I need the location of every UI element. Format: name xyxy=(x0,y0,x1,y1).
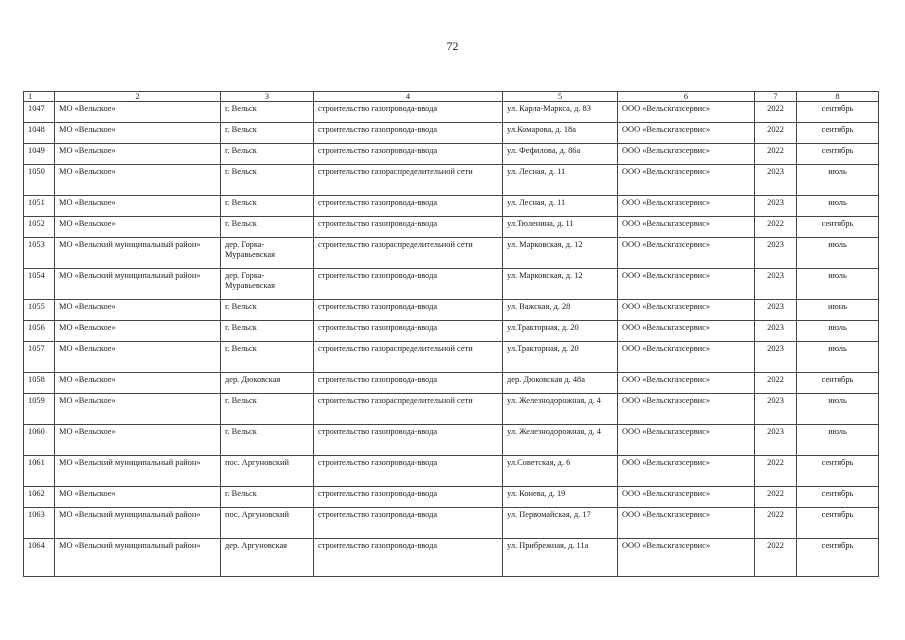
header-col-2: 2 xyxy=(55,92,221,102)
cell-month: сентябрь xyxy=(797,508,879,539)
cell-work-type: строительство газопровода-ввода xyxy=(314,102,503,123)
cell-settlement: пос. Аргуновский xyxy=(221,508,314,539)
cell-month: сентябрь xyxy=(797,456,879,487)
cell-settlement: пос. Аргуновский xyxy=(221,456,314,487)
cell-settlement: г. Вельск xyxy=(221,394,314,425)
table-row xyxy=(24,373,879,394)
cell-settlement: г. Вельск xyxy=(221,217,314,238)
cell-settlement: г. Вельск xyxy=(221,165,314,196)
cell-number: 1059 xyxy=(24,394,55,425)
cell-settlement: г. Вельск xyxy=(221,196,314,217)
cell-organization: ООО «Вельскгазсервис» xyxy=(618,238,755,269)
cell-address: ул. Железнодорожная, д. 4 xyxy=(503,425,618,456)
cell-number: 1057 xyxy=(24,342,55,373)
cell-number: 1064 xyxy=(24,539,55,577)
cell-organization: ООО «Вельскгазсервис» xyxy=(618,102,755,123)
cell-year: 2022 xyxy=(755,123,797,144)
cell-number: 1050 xyxy=(24,165,55,196)
cell-address: ул. Важская, д. 28 xyxy=(503,300,618,321)
cell-municipality: МО «Вельское» xyxy=(55,342,221,373)
table-row xyxy=(24,102,879,123)
cell-settlement: г. Вельск xyxy=(221,300,314,321)
table-row xyxy=(24,123,879,144)
cell-year: 2022 xyxy=(755,373,797,394)
cell-settlement: г. Вельск xyxy=(221,321,314,342)
cell-address: ул. Железнодорожная, д. 4 xyxy=(503,394,618,425)
cell-organization: ООО «Вельскгазсервис» xyxy=(618,539,755,577)
header-col-6: 6 xyxy=(618,92,755,102)
cell-municipality: МО «Вельское» xyxy=(55,373,221,394)
cell-work-type: строительство газопровода-ввода xyxy=(314,373,503,394)
cell-settlement: г. Вельск xyxy=(221,123,314,144)
table-row xyxy=(24,539,879,577)
cell-organization: ООО «Вельскгазсервис» xyxy=(618,144,755,165)
cell-number: 1054 xyxy=(24,269,55,300)
cell-month: июль xyxy=(797,238,879,269)
cell-work-type: строительство газопровода-ввода xyxy=(314,508,503,539)
cell-settlement: дер. Горка-Муравьевская xyxy=(221,269,314,300)
cell-number: 1048 xyxy=(24,123,55,144)
cell-address: ул. Карла-Маркса, д. 83 xyxy=(503,102,618,123)
cell-municipality: МО «Вельское» xyxy=(55,321,221,342)
cell-number: 1063 xyxy=(24,508,55,539)
cell-municipality: МО «Вельское» xyxy=(55,165,221,196)
header-col-7: 7 xyxy=(755,92,797,102)
cell-address: ул. Первомайская, д. 17 xyxy=(503,508,618,539)
cell-municipality: МО «Вельское» xyxy=(55,487,221,508)
table-row xyxy=(24,165,879,196)
cell-work-type: строительство газопровода-ввода xyxy=(314,123,503,144)
cell-month: июль xyxy=(797,321,879,342)
cell-organization: ООО «Вельскгазсервис» xyxy=(618,342,755,373)
cell-settlement: г. Вельск xyxy=(221,144,314,165)
cell-work-type: строительство газопровода-ввода xyxy=(314,425,503,456)
cell-month: сентябрь xyxy=(797,539,879,577)
cell-number: 1055 xyxy=(24,300,55,321)
cell-number: 1056 xyxy=(24,321,55,342)
cell-settlement: г. Вельск xyxy=(221,102,314,123)
cell-organization: ООО «Вельскгазсервис» xyxy=(618,508,755,539)
cell-year: 2022 xyxy=(755,144,797,165)
table-row xyxy=(24,300,879,321)
cell-month: сентябрь xyxy=(797,144,879,165)
cell-organization: ООО «Вельскгазсервис» xyxy=(618,373,755,394)
cell-month: июль xyxy=(797,342,879,373)
cell-address: ул. Лесная, д. 11 xyxy=(503,196,618,217)
cell-year: 2023 xyxy=(755,425,797,456)
table-row xyxy=(24,487,879,508)
cell-organization: ООО «Вельскгазсервис» xyxy=(618,487,755,508)
table-row xyxy=(24,269,879,300)
table-row xyxy=(24,342,879,373)
header-col-4: 4 xyxy=(314,92,503,102)
table-row xyxy=(24,321,879,342)
cell-work-type: строительство газопровода-ввода xyxy=(314,269,503,300)
header-col-3: 3 xyxy=(221,92,314,102)
cell-number: 1062 xyxy=(24,487,55,508)
cell-month: сентябрь xyxy=(797,217,879,238)
cell-municipality: МО «Вельское» xyxy=(55,425,221,456)
cell-year: 2023 xyxy=(755,165,797,196)
cell-organization: ООО «Вельскгазсервис» xyxy=(618,165,755,196)
cell-year: 2023 xyxy=(755,342,797,373)
cell-work-type: строительство газопровода-ввода xyxy=(314,196,503,217)
header-row xyxy=(24,92,879,102)
cell-organization: ООО «Вельскгазсервис» xyxy=(618,217,755,238)
cell-settlement: г. Вельск xyxy=(221,342,314,373)
cell-address: ул.Тракторная, д. 20 xyxy=(503,321,618,342)
document-table xyxy=(23,91,879,577)
table-body xyxy=(24,102,879,577)
cell-organization: ООО «Вельскгазсервис» xyxy=(618,300,755,321)
cell-address: ул.Тюленина, д. 11 xyxy=(503,217,618,238)
cell-year: 2022 xyxy=(755,456,797,487)
cell-municipality: МО «Вельский муниципальный район» xyxy=(55,456,221,487)
cell-municipality: МО «Вельский муниципальный район» xyxy=(55,508,221,539)
cell-settlement: дер. Горка-Муравьевская xyxy=(221,238,314,269)
cell-work-type: строительство газопровода-ввода xyxy=(314,487,503,508)
page-number: 72 xyxy=(446,39,459,53)
cell-number: 1060 xyxy=(24,425,55,456)
table-row xyxy=(24,508,879,539)
cell-municipality: МО «Вельское» xyxy=(55,123,221,144)
cell-settlement: г. Вельск xyxy=(221,487,314,508)
cell-year: 2023 xyxy=(755,196,797,217)
cell-municipality: МО «Вельский муниципальный район» xyxy=(55,269,221,300)
cell-year: 2022 xyxy=(755,102,797,123)
cell-month: июль xyxy=(797,165,879,196)
cell-number: 1052 xyxy=(24,217,55,238)
header-col-8: 8 xyxy=(797,92,879,102)
cell-month: сентябрь xyxy=(797,373,879,394)
cell-settlement: г. Вельск xyxy=(221,425,314,456)
cell-year: 2022 xyxy=(755,487,797,508)
cell-number: 1053 xyxy=(24,238,55,269)
cell-address: ул.Советская, д. 6 xyxy=(503,456,618,487)
cell-address: ул. Конева, д. 19 xyxy=(503,487,618,508)
cell-work-type: строительство газопровода-ввода xyxy=(314,456,503,487)
cell-work-type: строительство газопровода-ввода xyxy=(314,321,503,342)
table-row xyxy=(24,196,879,217)
cell-address: дер. Дюковская д. 48а xyxy=(503,373,618,394)
cell-month: сентябрь xyxy=(797,487,879,508)
table-row xyxy=(24,456,879,487)
table-row xyxy=(24,238,879,269)
table-row xyxy=(24,144,879,165)
cell-work-type: строительство газопровода-ввода xyxy=(314,300,503,321)
cell-municipality: МО «Вельское» xyxy=(55,102,221,123)
cell-work-type: строительство газораспределительной сети xyxy=(314,342,503,373)
cell-address: ул.Комарова, д. 18а xyxy=(503,123,618,144)
cell-settlement: дер. Дюковская xyxy=(221,373,314,394)
cell-address: ул.Тракторная, д. 20 xyxy=(503,342,618,373)
table-row xyxy=(24,394,879,425)
table-row xyxy=(24,217,879,238)
cell-year: 2023 xyxy=(755,238,797,269)
cell-year: 2022 xyxy=(755,508,797,539)
cell-year: 2022 xyxy=(755,217,797,238)
cell-year: 2023 xyxy=(755,300,797,321)
cell-settlement: дер. Аргуновская xyxy=(221,539,314,577)
cell-year: 2023 xyxy=(755,394,797,425)
cell-number: 1047 xyxy=(24,102,55,123)
cell-month: июль xyxy=(797,269,879,300)
cell-work-type: строительство газопровода-ввода xyxy=(314,217,503,238)
cell-municipality: МО «Вельское» xyxy=(55,144,221,165)
cell-organization: ООО «Вельскгазсервис» xyxy=(618,456,755,487)
cell-address: ул. Фефилова, д. 86а xyxy=(503,144,618,165)
header-col-1: 1 xyxy=(24,92,55,102)
cell-work-type: строительство газораспределительной сети xyxy=(314,165,503,196)
cell-address: ул. Марковская, д. 12 xyxy=(503,269,618,300)
cell-year: 2022 xyxy=(755,539,797,577)
cell-municipality: МО «Вельское» xyxy=(55,300,221,321)
cell-organization: ООО «Вельскгазсервис» xyxy=(618,394,755,425)
cell-month: сентябрь xyxy=(797,123,879,144)
cell-work-type: строительство газораспределительной сети xyxy=(314,394,503,425)
cell-organization: ООО «Вельскгазсервис» xyxy=(618,269,755,300)
cell-number: 1051 xyxy=(24,196,55,217)
cell-address: ул. Прибрежная, д. 11а xyxy=(503,539,618,577)
cell-municipality: МО «Вельский муниципальный район» xyxy=(55,238,221,269)
cell-month: июль xyxy=(797,196,879,217)
cell-organization: ООО «Вельскгазсервис» xyxy=(618,196,755,217)
header-col-5: 5 xyxy=(503,92,618,102)
cell-municipality: МО «Вельское» xyxy=(55,394,221,425)
cell-month: сентябрь xyxy=(797,102,879,123)
cell-year: 2023 xyxy=(755,269,797,300)
cell-address: ул. Марковская, д. 12 xyxy=(503,238,618,269)
cell-work-type: строительство газопровода-ввода xyxy=(314,539,503,577)
cell-month: июль xyxy=(797,394,879,425)
cell-number: 1061 xyxy=(24,456,55,487)
table-header xyxy=(24,92,879,102)
cell-month: июнь xyxy=(797,300,879,321)
cell-organization: ООО «Вельскгазсервис» xyxy=(618,425,755,456)
cell-municipality: МО «Вельское» xyxy=(55,217,221,238)
cell-year: 2023 xyxy=(755,321,797,342)
table-row xyxy=(24,425,879,456)
cell-work-type: строительство газопровода-ввода xyxy=(314,144,503,165)
cell-number: 1058 xyxy=(24,373,55,394)
cell-number: 1049 xyxy=(24,144,55,165)
cell-municipality: МО «Вельское» xyxy=(55,196,221,217)
cell-address: ул. Лесная, д. 11 xyxy=(503,165,618,196)
cell-month: июль xyxy=(797,425,879,456)
cell-organization: ООО «Вельскгазсервис» xyxy=(618,321,755,342)
cell-municipality: МО «Вельский муниципальный район» xyxy=(55,539,221,577)
cell-work-type: строительство газораспределительной сети xyxy=(314,238,503,269)
cell-organization: ООО «Вельскгазсервис» xyxy=(618,123,755,144)
